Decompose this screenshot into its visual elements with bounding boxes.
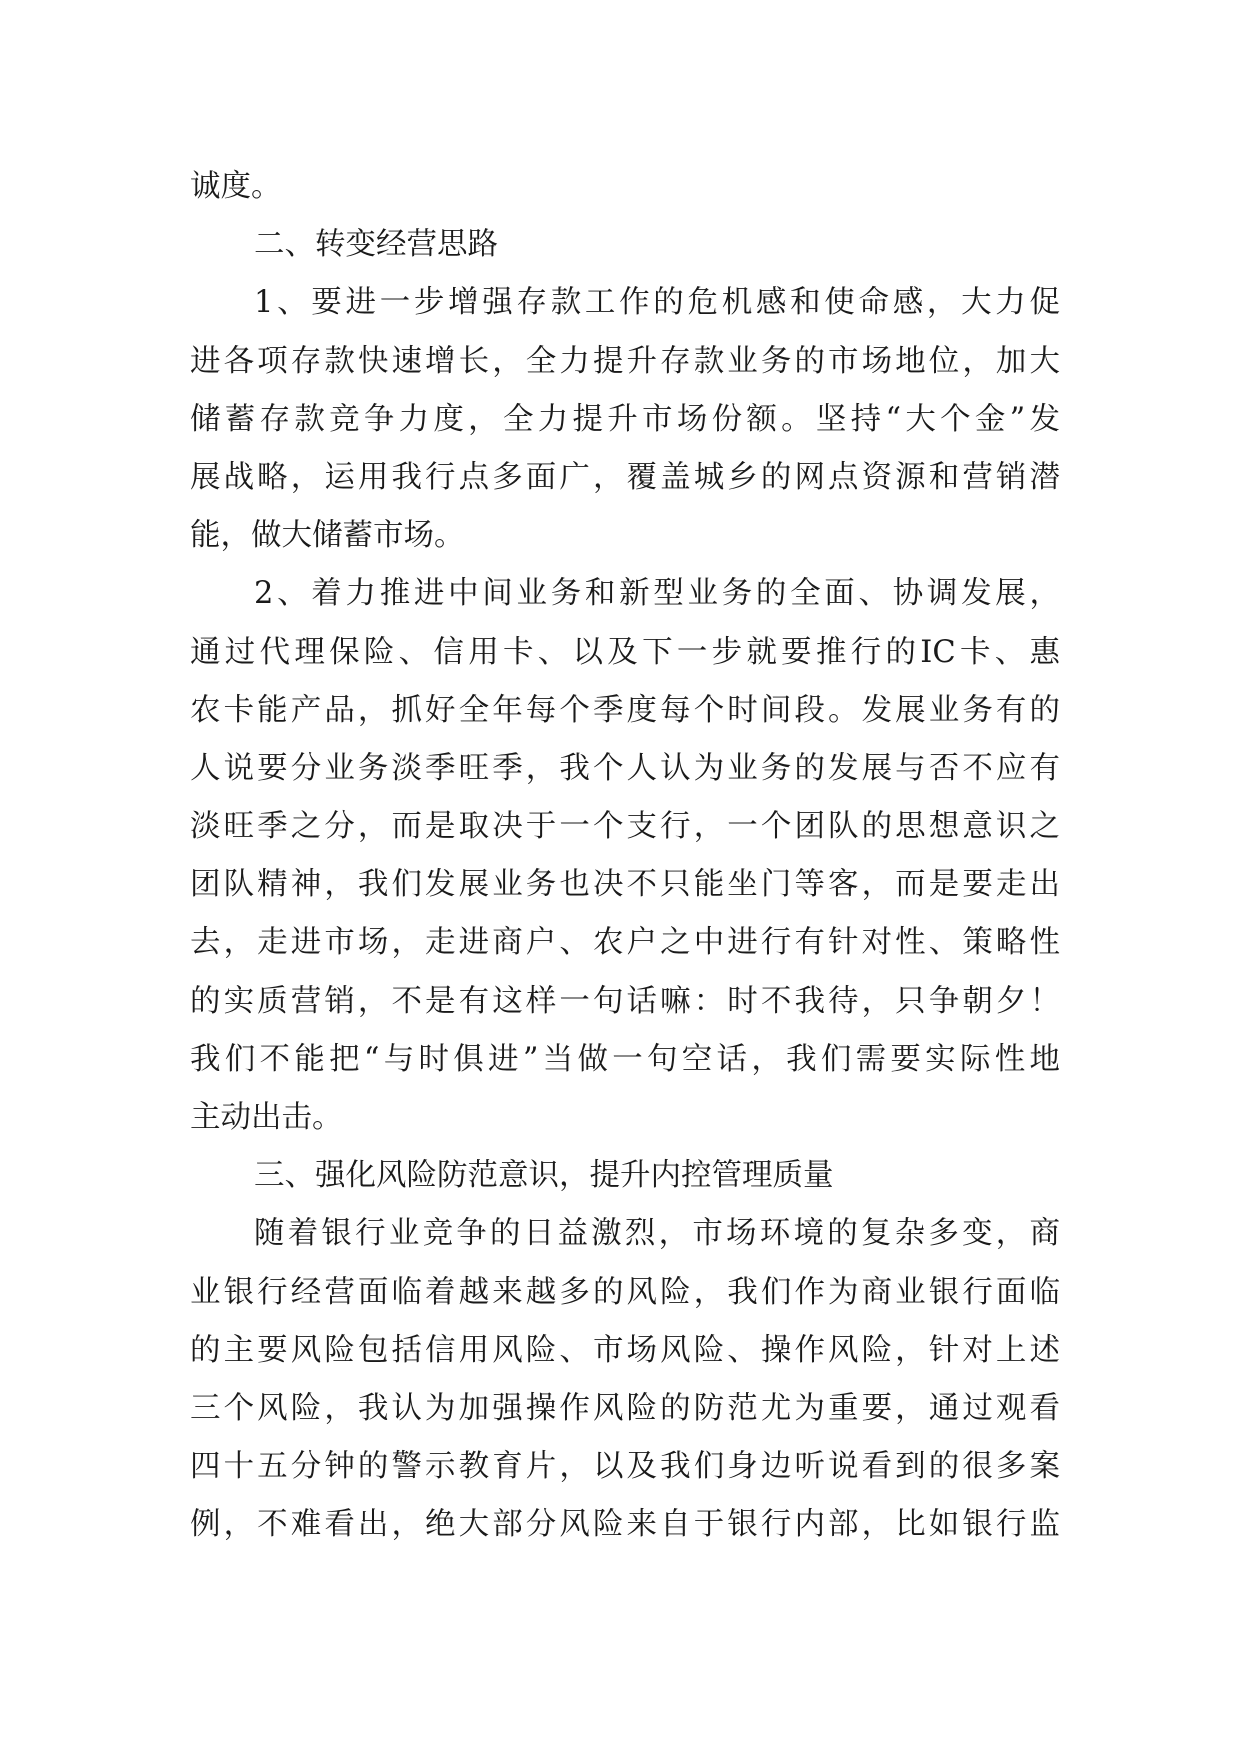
text-line: 四十五分钟的警示教育片，以及我们身边听说看到的很多案 (190, 1449, 1060, 1485)
text-line: 团队精神，我们发展业务也决不只能坐门等客，而是要走出 (190, 867, 1060, 903)
body-text (190, 158, 1060, 1555)
text-line: 能，做大储蓄市场。 (190, 518, 465, 554)
text-line: 农卡能产品，抓好全年每个季度每个时间段。发展业务有的 (190, 692, 1060, 728)
section-heading: 三、强化风险防范意识，提升内控管理质量 (254, 1158, 834, 1194)
text-line: 2、着力推进中间业务和新型业务的全面、协调发展， (254, 576, 1060, 612)
text-line: 人说要分业务淡季旺季，我个人认为业务的发展与否不应有 (190, 750, 1060, 786)
text-line: 淡旺季之分，而是取决于一个支行，一个团队的思想意识之 (190, 809, 1060, 845)
text-line: 通过代理保险、信用卡、以及下一步就要推行的IC卡、惠 (190, 634, 1060, 670)
text-line: 展战略，运用我行点多面广，覆盖城乡的网点资源和营销潜 (190, 459, 1060, 495)
text-line: 主动出击。 (190, 1100, 343, 1135)
text-line: 业银行经营面临着越来越多的风险，我们作为商业银行面临 (190, 1274, 1060, 1310)
text-line: 的主要风险包括信用风险、市场风险、操作风险，针对上述 (190, 1332, 1060, 1368)
text-line: 例，不难看出，绝大部分风险来自于银行内部，比如银行监 (190, 1507, 1060, 1543)
section-heading: 二、转变经营思路 (254, 227, 498, 263)
text-line: 我们不能把“与时俱进”当做一句空话，我们需要实际性地 (190, 1041, 1060, 1077)
text-line: 储蓄存款竞争力度，全力提升市场份额。坚持“大个金”发 (190, 401, 1060, 437)
text-line: 随着银行业竞争的日益激烈，市场环境的复杂多变，商 (254, 1216, 1060, 1252)
text-line: 去，走进市场，走进商户、农户之中进行有针对性、策略性 (190, 925, 1060, 961)
text-line: 进各项存款快速增长，全力提升存款业务的市场地位，加大 (190, 343, 1060, 379)
text-line: 三个风险，我认为加强操作风险的防范尤为重要，通过观看 (190, 1390, 1060, 1426)
text-line: 诚度。 (190, 169, 282, 204)
text-line: 的实质营销，不是有这样一句话嘛：时不我待，只争朝夕！ (190, 983, 1060, 1019)
text-line: 1、要进一步增强存款工作的危机感和使命感，大力促 (254, 285, 1060, 321)
